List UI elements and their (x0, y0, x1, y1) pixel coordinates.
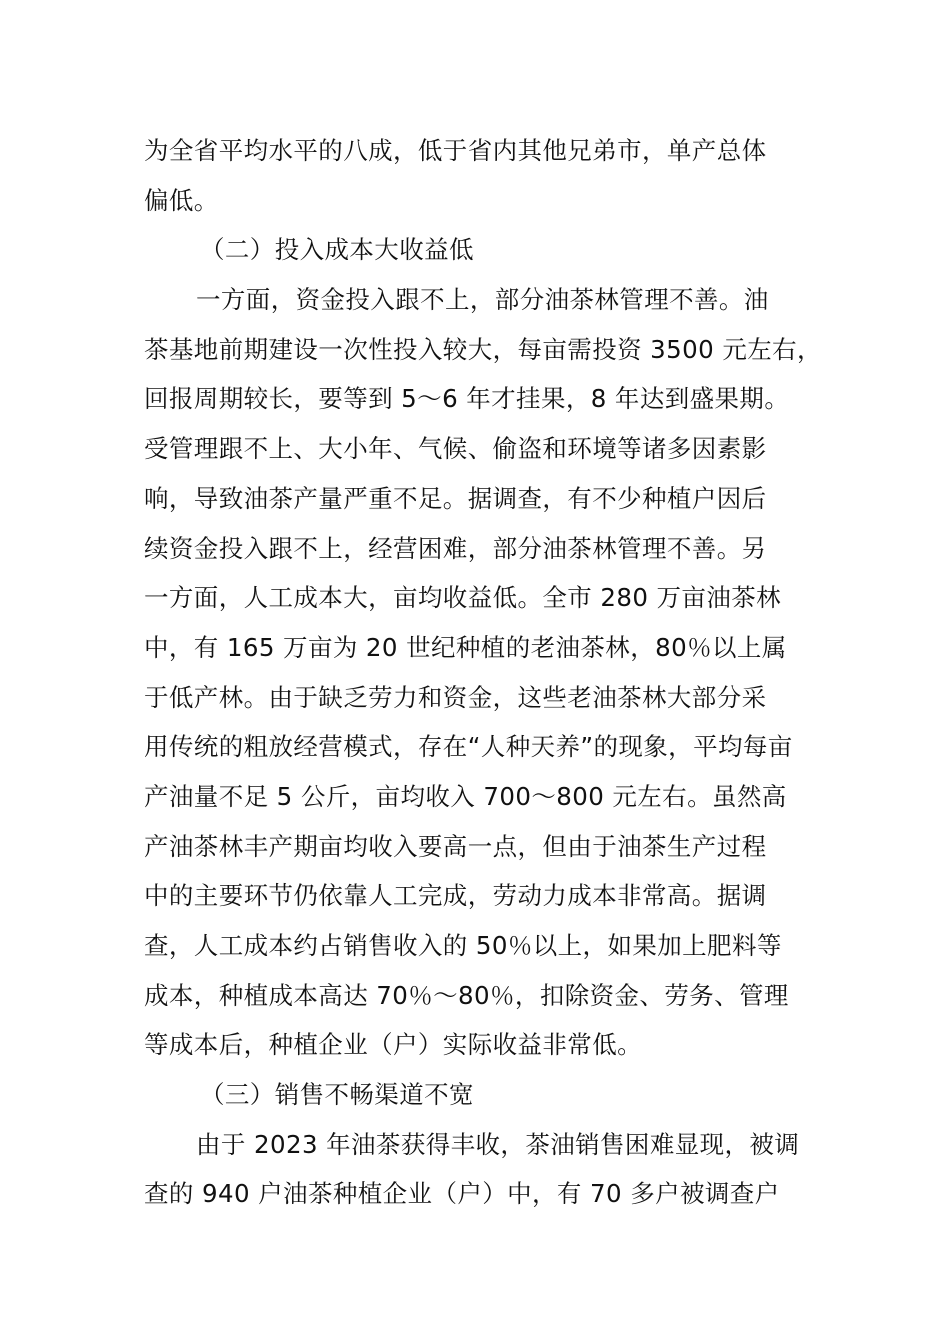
text-line: 为全省平均水平的八成，低于省内其他兄弟市，单产总体 (144, 136, 767, 165)
section-heading: （三）销售不畅渠道不宽 (200, 1080, 474, 1110)
text-line: 偏低。 (144, 185, 219, 215)
text-line: 产油量不足 5 公斤，亩均收入 700～800 元左右。虽然高 (144, 781, 787, 811)
text-line: 产油茶林丰产期亩均收入要高一点，但由于油茶生产过程 (144, 831, 767, 861)
text-line: 查的 940 户油茶种植企业（户）中，有 70 多户被调查户 (144, 1179, 780, 1209)
text-line: 响，导致油茶产量严重不足。据调查，有不少种植户因后 (144, 483, 767, 513)
text-line: 用传统的粗放经营模式，存在“人种天养”的现象，平均每亩 (144, 732, 793, 762)
text-line: 中，有 165 万亩为 20 世纪种植的老油茶林，80％以上属 (144, 632, 787, 662)
text-line: 一方面，人工成本大，亩均收益低。全市 280 万亩油茶林 (144, 583, 782, 613)
text-line: 中的主要环节仍依靠人工完成，劳动力成本非常高。据调 (144, 881, 767, 911)
paragraph-first-line: 由于 2023 年油茶获得丰收，茶油销售困难显现，被调 (196, 1129, 800, 1159)
text-line: 于低产林。由于缺乏劳力和资金，这些老油茶林大部分采 (144, 682, 767, 712)
paragraph-first-line: 一方面，资金投入跟不上，部分油茶林管理不善。油 (196, 285, 769, 315)
text-line: 受管理跟不上、大小年、气候、偷盗和环境等诸多因素影 (144, 434, 767, 464)
text-line: 查，人工成本约占销售收入的 50％以上，如果加上肥料等 (144, 931, 782, 960)
text-line: 茶基地前期建设一次性投入较大，每亩需投资 3500 元左右， (144, 334, 822, 364)
section-heading: （二）投入成本大收益低 (200, 235, 474, 265)
document-body (144, 126, 822, 1219)
text-line: 成本，种植成本高达 70％～80％，扣除资金、劳务、管理 (144, 980, 789, 1010)
text-line: 续资金投入跟不上，经营困难，部分油茶林管理不善。另 (144, 533, 767, 563)
text-line: 等成本后，种植企业（户）实际收益非常低。 (144, 1030, 642, 1060)
text-line: 回报周期较长，要等到 5～6 年才挂果，8 年达到盛果期。 (144, 384, 790, 414)
